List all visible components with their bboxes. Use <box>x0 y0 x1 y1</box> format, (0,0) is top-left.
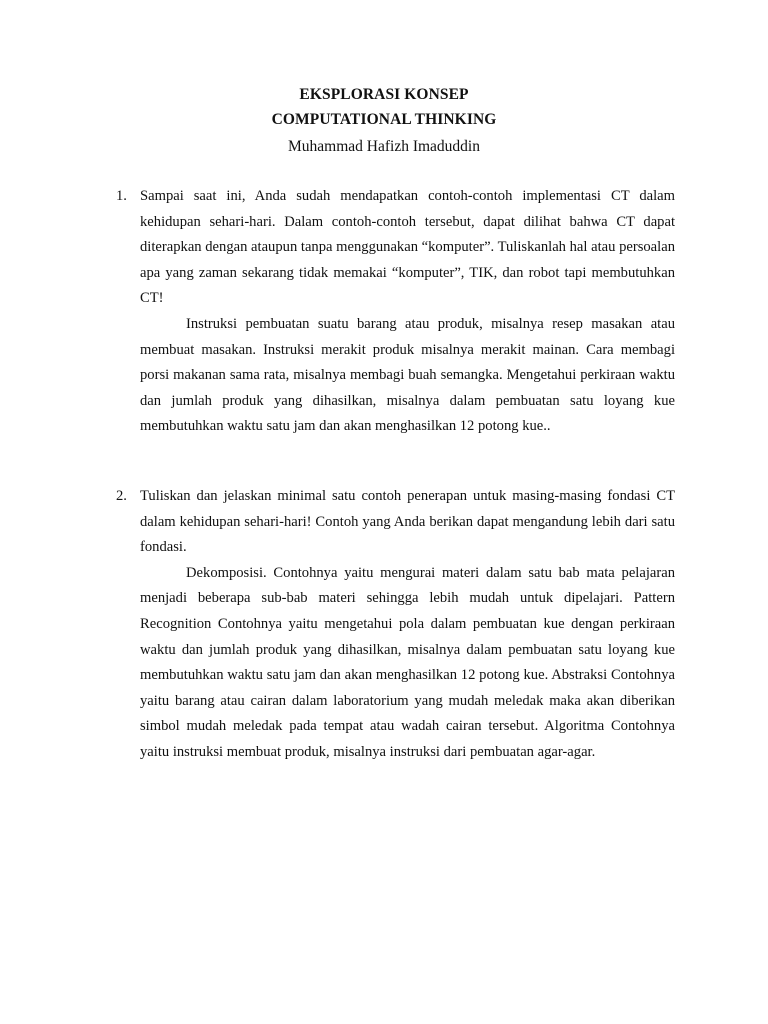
question-number: 2. <box>116 488 127 504</box>
question-text: Sampai saat ini, Anda sudah mendapatkan contoh-contoh implementasi CT dalam kehidupan sehari-hari. Dalam contoh-contoh tersebut, dapat dilihat bahwa CT dapat diterapkan dengan ataupun tanpa menggunakan “komputer”. Tuliskanlah hal atau persoalan apa yang zaman sekarang tidak memakai “komputer”, TIK, dan robot tapi membutuhkan CT! <box>140 188 675 307</box>
document-title-line1: EKSPLORASI KONSEP <box>299 86 469 103</box>
answer-text: Dekomposisi. Contohnya yaitu mengurai materi dalam satu bab mata pelajaran menjadi beberapa sub-bab materi sehingga lebih mudah untuk dipelajari. Pattern Recognition Contohnya yaitu mengetahui pola dalam pembuatan kue dengan perkiraan waktu dan jumlah produk yang dihasilkan, misalnya dalam pembuatan satu loyang kue membutuhkan waktu satu jam dan akan menghasilkan 12 potong kue. Abstraksi Contohnya yaitu barang atau cairan dalam laboratorium yang mudah meledak maka akan diberikan simbol mudah meledak pada tempat atau wadah cairan tersebut. Algoritma Contohnya yaitu instruksi membuat produk, misalnya instruksi dari pembuatan agar-agar. <box>140 564 675 760</box>
document-author: Muhammad Hafizh Imaduddin <box>288 138 480 155</box>
document-title-line2: COMPUTATIONAL THINKING <box>271 111 497 128</box>
question-number: 1. <box>116 188 127 204</box>
question-item-2 <box>116 484 675 766</box>
question-text: Tuliskan dan jelaskan minimal satu contoh penerapan untuk masing-masing fondasi CT dalam kehidupan sehari-hari! Contoh yang Anda berikan dapat mengandung lebih dari satu fondasi. <box>140 488 675 556</box>
question-item-1 <box>116 184 675 440</box>
answer-text: Instruksi pembuatan suatu barang atau produk, misalnya resep masakan atau membuat masakan. Instruksi merakit produk misalnya merakit mainan. Cara membagi porsi makanan sama rata, misalnya membagi buah semangka. Mengetahui perkiraan waktu dan jumlah produk yang dihasilkan, misalnya dalam pembuatan satu loyang kue membutuhkan waktu satu jam dan akan menghasilkan 12 potong kue.. <box>140 315 675 435</box>
